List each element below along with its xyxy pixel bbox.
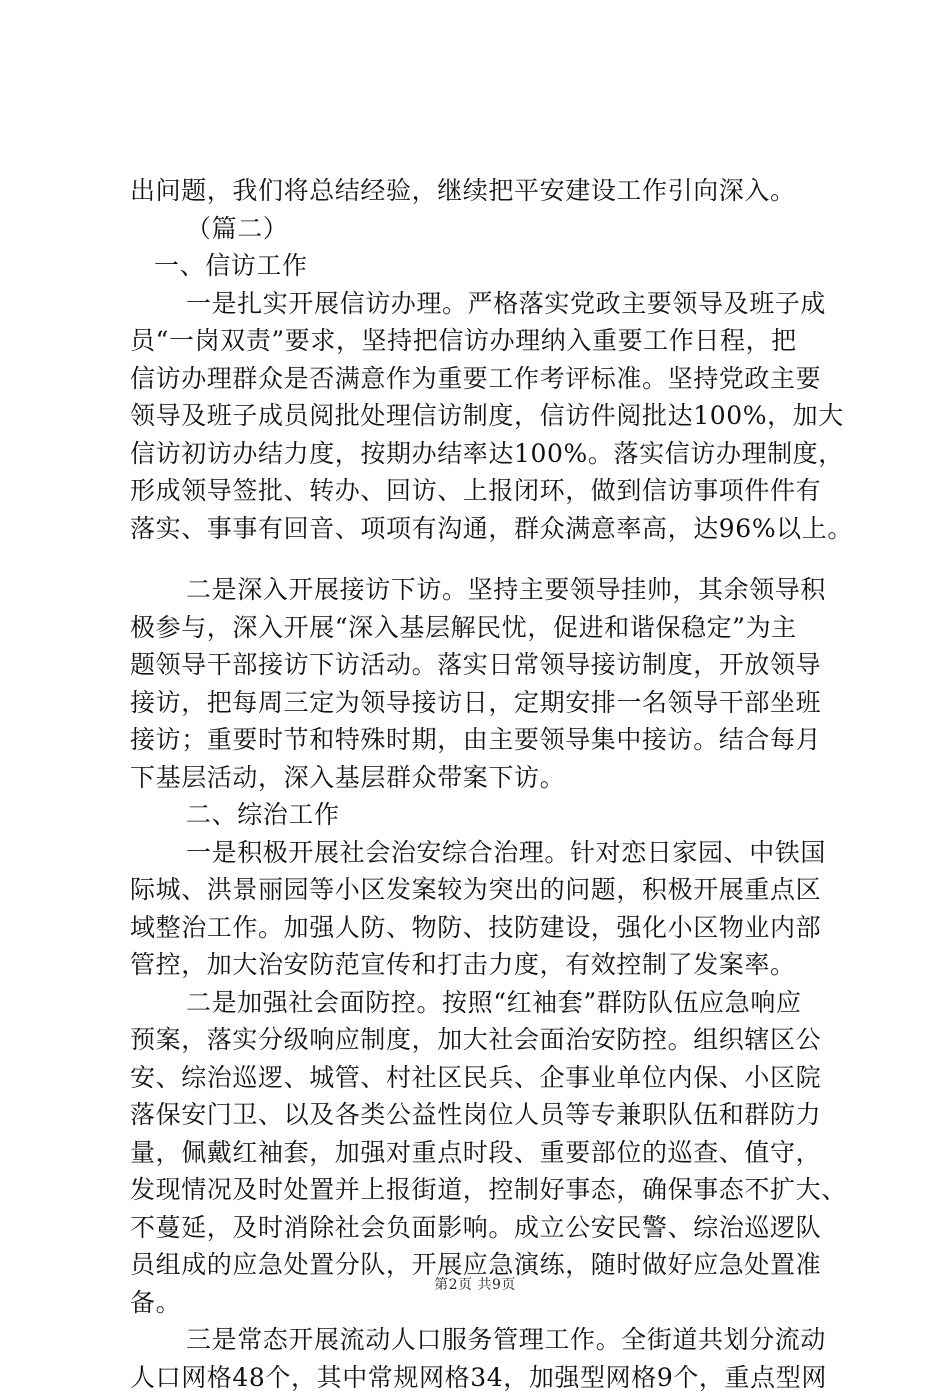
document-body xyxy=(130,172,830,1396)
text-line: 量，佩戴红袖套，加强对重点时段、重要部位的巡查、值守， xyxy=(130,1134,830,1172)
text-line: 二是深入开展接访下访。坚持主要领导挂帅，其余领导积 xyxy=(130,571,830,609)
section-heading: 二、综治工作 xyxy=(130,796,830,834)
text-line: 接访，把每周三定为领导接访日，定期安排一名领导干部坐班 xyxy=(130,684,830,722)
text-line: 落实、事事有回音、项项有沟通，群众满意率高，达96%以上。 xyxy=(130,510,830,548)
text-line: 信访初访办结力度，按期办结率达100%。落实信访办理制度， xyxy=(130,435,830,473)
text-line: 下基层活动，深入基层群众带案下访。 xyxy=(130,759,830,797)
text-line: 三是常态开展流动人口服务管理工作。全街道共划分流动 xyxy=(130,1321,830,1359)
text-line: 备。 xyxy=(130,1284,830,1322)
text-line: 发现情况及时处置并上报街道，控制好事态，确保事态不扩大、 xyxy=(130,1171,830,1209)
text-line: 不蔓延，及时消除社会负面影响。成立公安民警、综治巡逻队 xyxy=(130,1209,830,1247)
text-line: 一是积极开展社会治安综合治理。针对恋日家园、中铁国 xyxy=(130,834,830,872)
text-line: 接访；重要时节和特殊时期，由主要领导集中接访。结合每月 xyxy=(130,721,830,759)
section-title: （篇二） xyxy=(130,210,830,248)
text-line: 域整治工作。加强人防、物防、技防建设，强化小区物业内部 xyxy=(130,909,830,947)
text-line: 安、综治巡逻、城管、村社区民兵、企事业单位内保、小区院 xyxy=(130,1059,830,1097)
text-line: 信访办理群众是否满意作为重要工作考评标准。坚持党政主要 xyxy=(130,360,830,398)
text-line: 员“一岗双责”要求，坚持把信访办理纳入重要工作日程，把 xyxy=(130,322,830,360)
text-line: 出问题，我们将总结经验，继续把平安建设工作引向深入。 xyxy=(130,172,830,210)
text-line: 员组成的应急处置分队，开展应急演练，随时做好应急处置准 xyxy=(130,1246,830,1284)
text-line: 预案，落实分级响应制度，加大社会面治安防控。组织辖区公 xyxy=(130,1021,830,1059)
section-heading: 一、信访工作 xyxy=(130,247,830,285)
text-line: 极参与，深入开展“深入基层解民忧，促进和谐保稳定”为主 xyxy=(130,609,830,647)
text-line: 际城、洪景丽园等小区发案较为突出的问题，积极开展重点区 xyxy=(130,871,830,909)
text-line: 管控，加大治安防范宣传和打击力度，有效控制了发案率。 xyxy=(130,946,830,984)
text-line: 人口网格48个，其中常规网格34，加强型网格9个，重点型网 xyxy=(130,1359,830,1396)
text-line: 二是加强社会面防控。按照“红袖套”群防队伍应急响应 xyxy=(130,984,830,1022)
text-line: 题领导干部接访下访活动。落实日常领导接访制度，开放领导 xyxy=(130,646,830,684)
page-footer: 第2页 共9页 xyxy=(0,1274,950,1294)
paragraph-gap xyxy=(130,547,830,571)
text-line: 形成领导签批、转办、回访、上报闭环，做到信访事项件件有 xyxy=(130,472,830,510)
text-line: 一是扎实开展信访办理。严格落实党政主要领导及班子成 xyxy=(130,285,830,323)
text-line: 领导及班子成员阅批处理信访制度，信访件阅批达100%，加大 xyxy=(130,397,830,435)
text-line: 落保安门卫、以及各类公益性岗位人员等专兼职队伍和群防力 xyxy=(130,1096,830,1134)
